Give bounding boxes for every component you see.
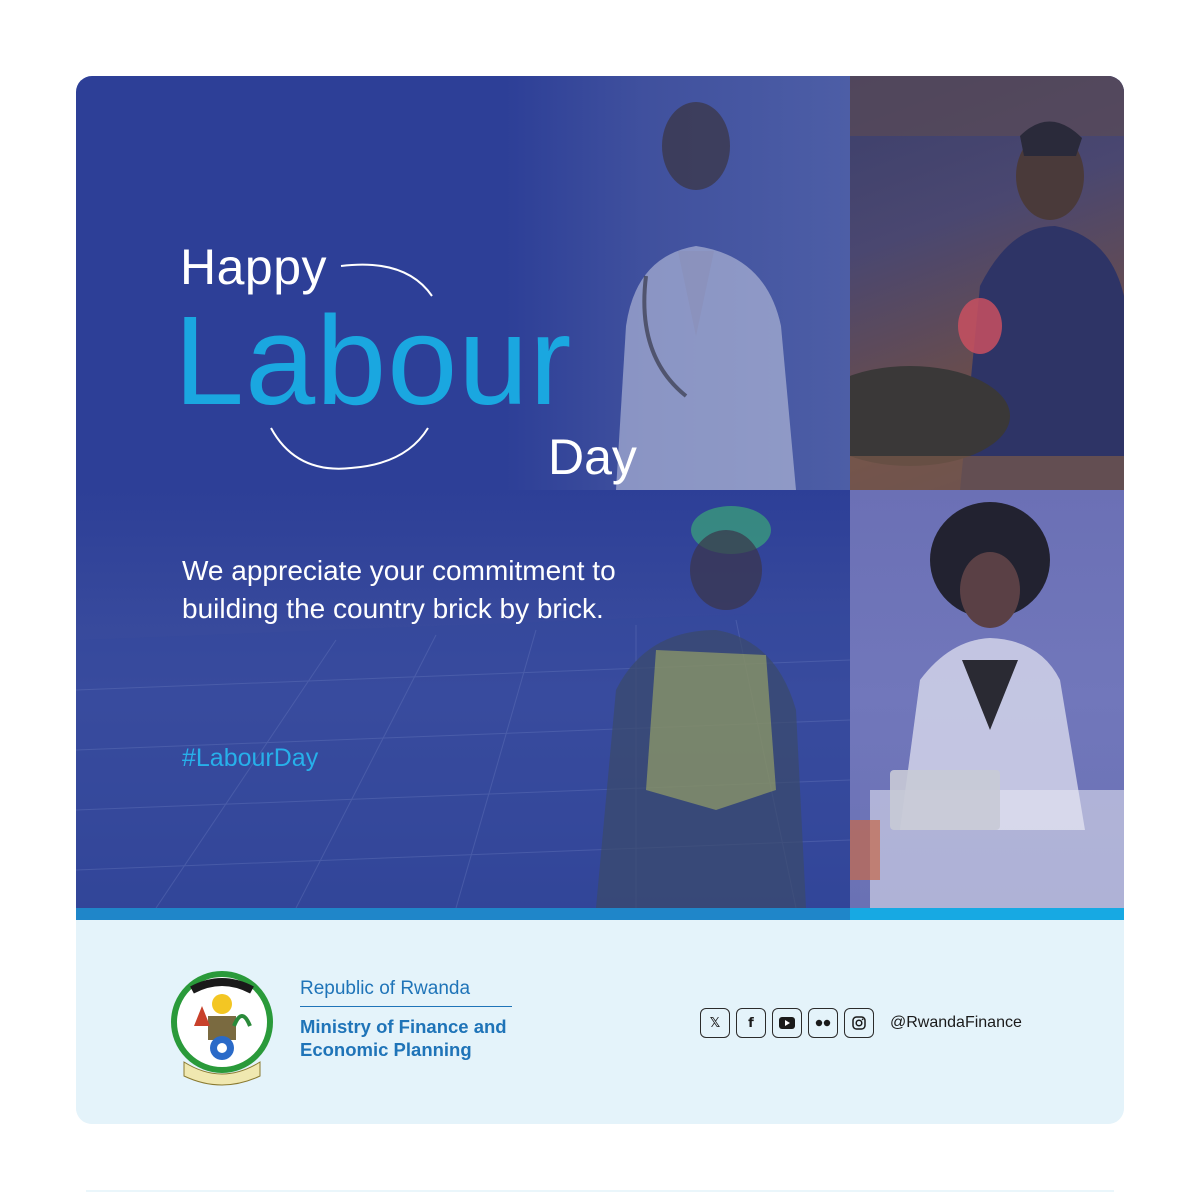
divider-stripe bbox=[76, 908, 850, 920]
page-bottom-line bbox=[86, 1190, 1114, 1192]
hashtag: #LabourDay bbox=[182, 744, 319, 772]
social-handle[interactable]: @RwandaFinance bbox=[890, 1014, 1022, 1031]
instagram-icon[interactable] bbox=[844, 1008, 874, 1038]
labour-day-card bbox=[76, 76, 1124, 1124]
hero-section bbox=[76, 76, 1124, 908]
headline-block bbox=[76, 76, 676, 908]
facebook-icon[interactable]: f bbox=[736, 1008, 766, 1038]
office-worker-photo bbox=[850, 490, 1124, 908]
headline-labour: Labour bbox=[174, 290, 573, 431]
youtube-icon[interactable] bbox=[772, 1008, 802, 1038]
divider-stripe-accent bbox=[850, 908, 1124, 920]
organization-block bbox=[300, 978, 540, 1061]
market-vendor-photo bbox=[850, 76, 1124, 490]
flickr-icon[interactable] bbox=[808, 1008, 838, 1038]
x-icon[interactable]: 𝕏 bbox=[700, 1008, 730, 1038]
headline-day: Day bbox=[548, 429, 637, 485]
social-links bbox=[700, 1008, 1022, 1038]
headline-happy: Happy bbox=[180, 239, 328, 295]
country-name: Republic of Rwanda bbox=[300, 978, 512, 1007]
footer bbox=[76, 920, 1124, 1124]
appreciation-message: We appreciate your commitment to building the country brick by brick. bbox=[182, 555, 616, 624]
ministry-name: Ministry of Finance and Economic Planning bbox=[300, 1016, 507, 1060]
rwanda-coat-of-arms-icon bbox=[170, 966, 274, 1094]
